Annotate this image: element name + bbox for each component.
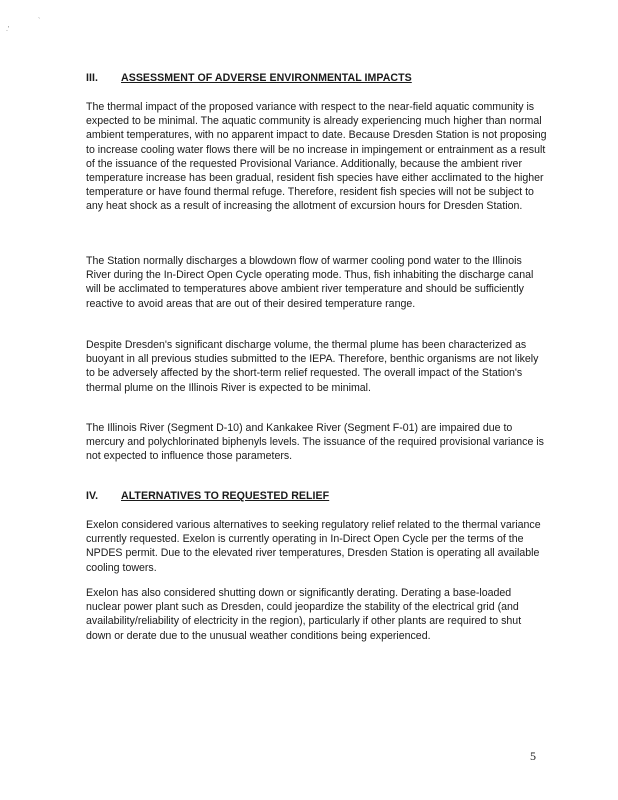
paragraph: Exelon considered various alternatives to seeking regulatory relief related to the thermal variance currently requested. Exelon is currently operating in In-Direct Open Cycle per the terms of the NPDES permit. Due to the elevated river temperatures, Dresden Station is operating all available cooling towers. (86, 519, 541, 574)
scan-artifact-mark: ` (38, 18, 41, 25)
page-number: 5 (530, 749, 536, 763)
paragraph: The thermal impact of the proposed variance with respect to the near-field aquatic community is expected to be minimal. The aquatic community is already experiencing much higher than normal ambient temperatures, with no apparent impact to date. Because Dresden Station is not proposing to increase cooling water flows there will be no increase in impingement or entrainment as a result of the issuance of the requested Provisional Variance. Additionally, because the ambient river temperature increase has been gradual, resident fish species have either acclimated to the higher temperature or have found thermal refuge. Therefore, resident fish species will not be subject to any heat shock as a result of increasing the allotment of excursion hours for Dresden Station. (86, 101, 547, 213)
section-heading-iii (86, 72, 412, 85)
paragraph: The Illinois River (Segment D-10) and Kankakee River (Segment F-01) are impaired due to mercury and polychlorinated biphenyls levels. The issuance of the required provisional variance is not expected to influence those parameters. (86, 422, 544, 463)
paragraph: The Station normally discharges a blowdown flow of warmer cooling pond water to the Illinois River during the In-Direct Open Cycle operating mode. Thus, fish inhabiting the discharge canal will be acclimated to temperatures above ambient river temperature and should be sufficiently reactive to avoid areas that are out of their desired temperature range. (86, 255, 534, 310)
scan-artifact-mark: .' (6, 26, 10, 33)
section-title: ASSESSMENT OF ADVERSE ENVIRONMENTAL IMPACTS (121, 72, 412, 84)
section-title: ALTERNATIVES TO REQUESTED RELIEF (121, 490, 330, 502)
section-number: III. (86, 72, 98, 84)
paragraph: Exelon has also considered shutting down or significantly derating. Derating a base-loaded nuclear power plant such as Dresden, could jeopardize the stability of the electrical grid (and availability/reliability of electricity in the region), particularly if other plants are required to shut down or derate due to the unusual weather conditions being experienced. (86, 587, 522, 642)
paragraph: Despite Dresden's significant discharge volume, the thermal plume has been characterized as buoyant in all previous studies submitted to the IEPA. Therefore, benthic organisms are not likely to be adversely affected by the short-term relief requested. The overall impact of the Station's thermal plume on the Illinois River is expected to be minimal. (86, 339, 539, 394)
section-number: IV. (86, 490, 99, 502)
section-heading-iv (86, 490, 329, 503)
